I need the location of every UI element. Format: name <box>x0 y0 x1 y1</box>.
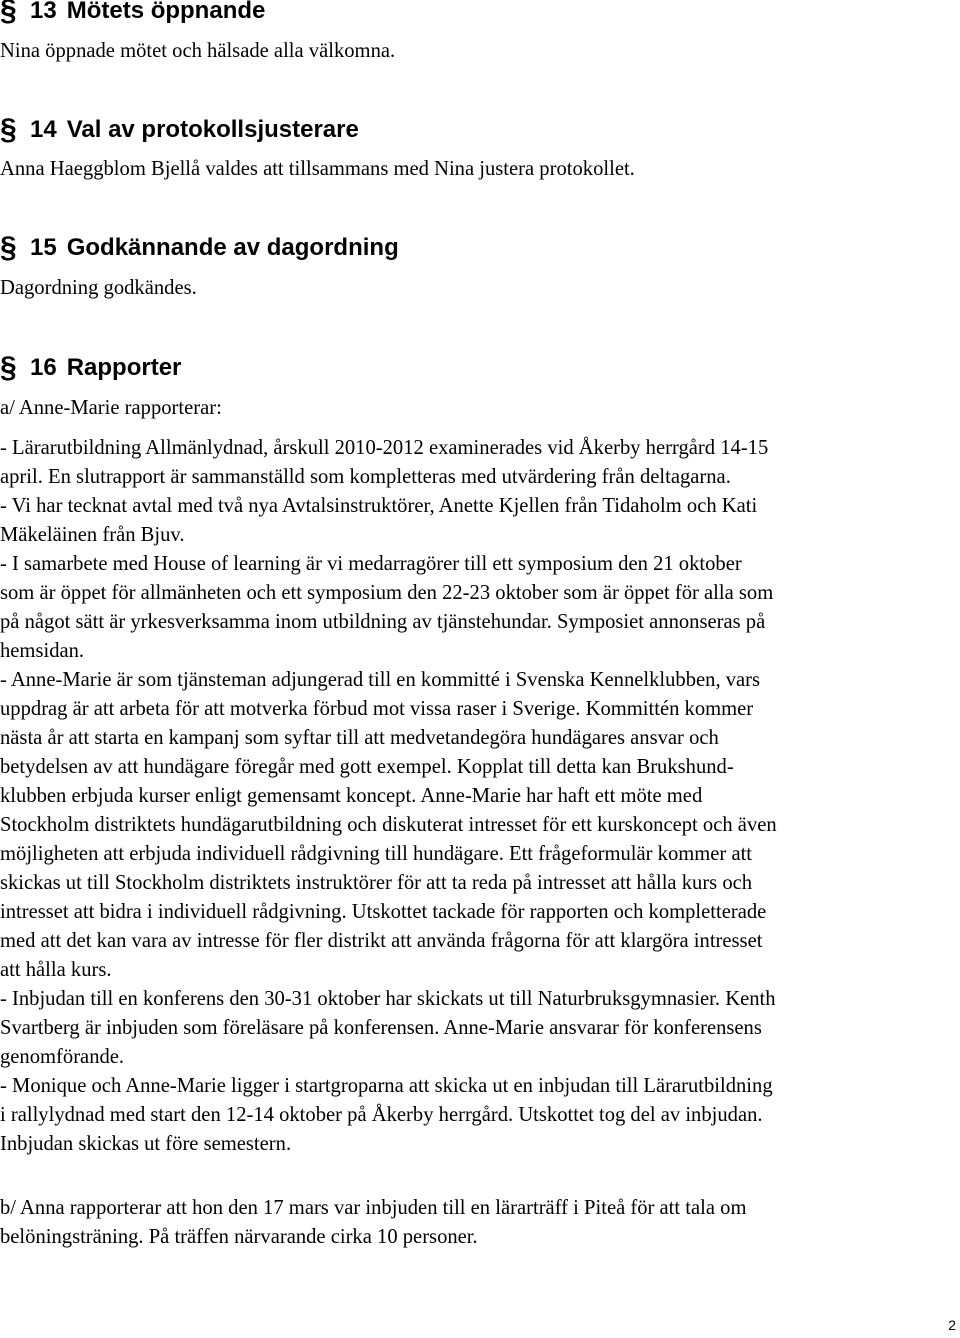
paragraph-line: nästa år att starta en kampanj som syftar till att medvetandegöra hundägares ansvar och <box>0 727 719 749</box>
paragraph-line: intresset att bidra i individuell rådgivning. Utskottet tackade för rapporten och kompletterade <box>0 901 767 923</box>
section-title: Val av protokollsjusterare <box>66 116 359 143</box>
paragraph-line: - Monique och Anne-Marie ligger i startgroparna att skicka ut en inbjudan till Lärarutbildning <box>0 1075 773 1097</box>
paragraph-line: Anna Haeggblom Bjellå valdes att tillsammans med Nina justera protokollet. <box>0 158 635 180</box>
paragraph-line: Inbjudan skickas ut före semestern. <box>0 1133 292 1155</box>
paragraph-line: möjligheten att erbjuda individuell rådgivning till hundägare. Ett frågeformulär kommer att <box>0 843 753 865</box>
paragraph-line: betydelsen av att hundägare föregår med gott exempel. Kopplat till detta kan Brukshund- <box>0 756 734 778</box>
paragraph-line: i rallylydnad med start den 12-14 oktober på Åkerby herrgård. Utskottet tog del av inbjudan. <box>0 1104 763 1126</box>
paragraph-line: Dagordning godkändes. <box>0 277 197 299</box>
paragraph-line: genomförande. <box>0 1046 125 1068</box>
section-13-heading <box>0 0 265 26</box>
paragraph-line: med att det kan vara av intresse för fler distrikt att använda frågorna för att klargöra intresset <box>0 930 763 952</box>
section-number: 14 <box>30 116 57 143</box>
paragraph-line: på något sätt är yrkesverksamma inom utbildning av tjänstehundar. Symposiet annonseras på <box>0 611 766 633</box>
paragraph-line: - Lärarutbildning Allmänlydnad, årskull 2010-2012 examinerades vid Åkerby herrgård 14-15 <box>0 437 769 459</box>
section-symbol: § <box>0 351 17 384</box>
paragraph-line: - Anne-Marie är som tjänsteman adjungerad till en kommitté i Svenska Kennelklubben, vars <box>0 669 761 691</box>
paragraph-line: b/ Anna rapporterar att hon den 17 mars var inbjuden till en lärarträff i Piteå för att tala om <box>0 1197 747 1219</box>
paragraph-line: skickas ut till Stockholm distriktets instruktörer för att ta reda på intresset att hålla kurs och <box>0 872 753 894</box>
section-15-body <box>0 274 197 303</box>
paragraph-line: april. En slutrapport är sammanställd som kompletteras med utvärdering från deltagarna. <box>0 466 731 488</box>
paragraph-line: klubben erbjuda kurser enligt gemensamt koncept. Anne-Marie har haft ett möte med <box>0 785 703 807</box>
paragraph-line: uppdrag är att arbeta för att motverka förbud mot vissa raser i Sverige. Kommittén kommer <box>0 698 754 720</box>
paragraph-line: Nina öppnade mötet och hälsade alla välkomna. <box>0 40 396 62</box>
section-16-heading <box>0 353 181 383</box>
report-b-body <box>0 1194 746 1252</box>
section-title: Godkännande av dagordning <box>66 234 399 261</box>
section-symbol: § <box>0 0 17 27</box>
section-14-heading <box>0 115 359 145</box>
section-symbol: § <box>0 231 17 264</box>
section-title: Mötets öppnande <box>66 0 266 24</box>
paragraph-line: belöningsträning. På träffen närvarande cirka 10 personer. <box>0 1226 478 1248</box>
paragraph-line: Stockholm distriktets hundägarutbildning och diskuterat intresset för ett kurskoncept och även <box>0 814 777 836</box>
section-15-heading <box>0 233 399 263</box>
section-title: Rapporter <box>66 354 182 381</box>
section-13-body <box>0 37 395 66</box>
section-number: 15 <box>30 234 57 261</box>
paragraph-line: att hålla kurs. <box>0 959 112 981</box>
paragraph-line: som är öppet för allmänheten och ett symposium den 22-23 oktober som är öppet för alla som <box>0 582 774 604</box>
report-a-body <box>0 434 777 1159</box>
paragraph-line: - Vi har tecknat avtal med två nya Avtalsinstruktörer, Anette Kjellen från Tidaholm och Kati <box>0 495 758 517</box>
section-symbol: § <box>0 113 17 146</box>
section-16-intro <box>0 394 222 423</box>
paragraph-line: hemsidan. <box>0 640 85 662</box>
section-number: 16 <box>30 354 57 381</box>
section-14-body <box>0 155 635 184</box>
paragraph-line: a/ Anne-Marie rapporterar: <box>0 397 222 419</box>
paragraph-line: - I samarbete med House of learning är vi medarragörer till ett symposium den 21 oktober <box>0 553 742 575</box>
paragraph-line: Mäkeläinen från Bjuv. <box>0 524 185 546</box>
section-number: 13 <box>30 0 57 24</box>
paragraph-line: - Inbjudan till en konferens den 30-31 oktober har skickats ut till Naturbruksgymnasier. Kenth <box>0 988 776 1010</box>
page-number: 2 <box>948 1317 956 1333</box>
paragraph-line: Svartberg är inbjuden som föreläsare på konferensen. Anne-Marie ansvarar för konferensens <box>0 1017 762 1039</box>
